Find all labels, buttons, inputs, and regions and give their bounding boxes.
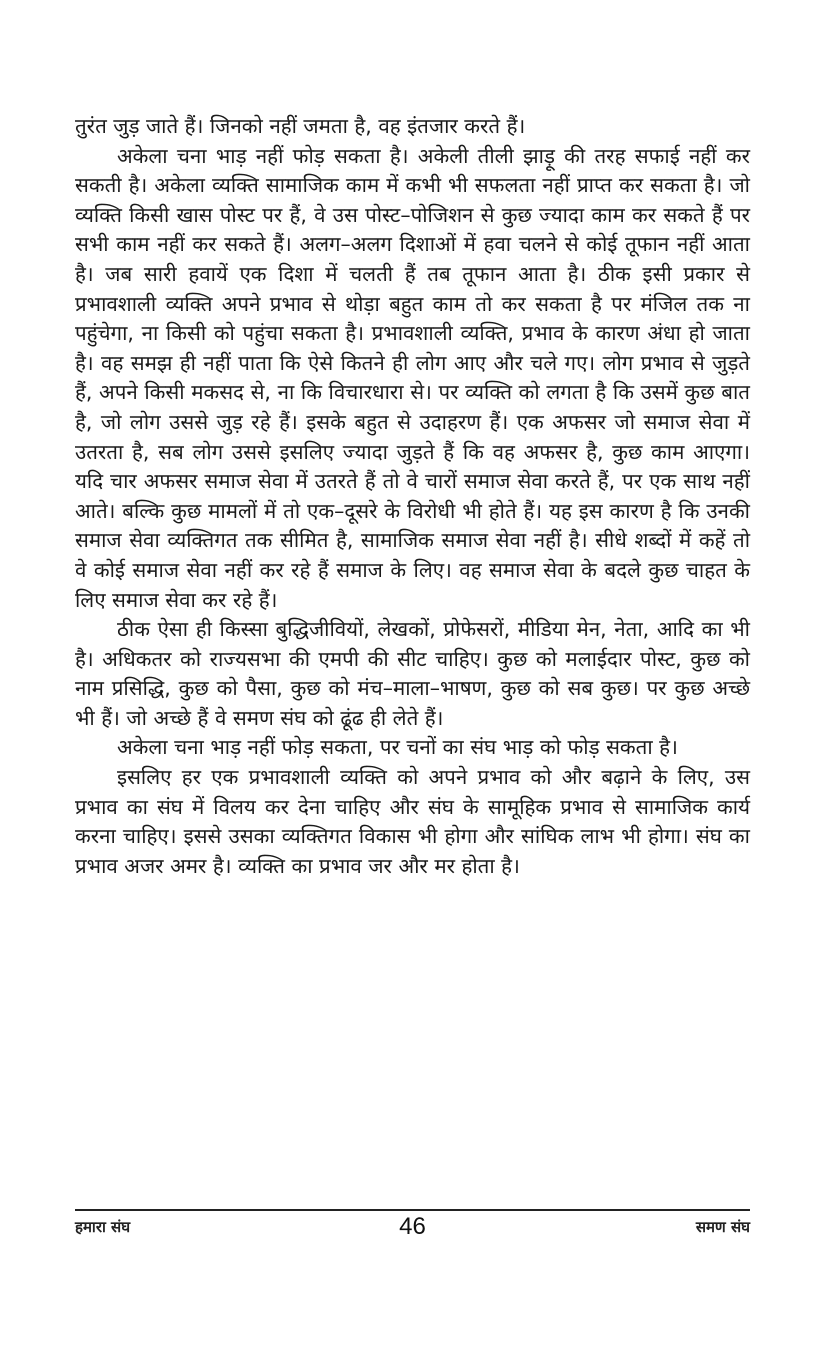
page-footer bbox=[75, 1209, 750, 1245]
footer-divider bbox=[75, 1209, 750, 1211]
footer-publisher: समण संघ bbox=[695, 1218, 750, 1236]
page-body bbox=[75, 112, 750, 881]
paragraph-intellectuals: ठीक ऐसा ही किस्सा बुद्धिजीवियों, लेखकों, प्रोफेसरों, मीडिया मेन, नेता, आदि का भी है। अधिकतर को राज्यसभा की एमपी की सीट चाहिए। कुछ को मलाईदार पोस्ट, कुछ को नाम प्रसिद्धि, कुछ को पैसा, कुछ को मंच–माला–भाषण, कुछ को सब कुछ। पर कुछ अच्छे भी हैं। जो अच्छे हैं वे समण संघ को ढूंढ ही लेते हैं। bbox=[75, 617, 750, 730]
paragraph-conclusion: इसलिए हर एक प्रभावशाली व्यक्ति को अपने प्रभाव को और बढ़ाने के लिए, उस प्रभाव का संघ में विलय कर देना चाहिए और संघ के सामूहिक प्रभाव से सामाजिक कार्य करना चाहिए। इससे उसका व्यक्तिगत विकास भी होगा और सांघिक लाभ भी होगा। संघ का प्रभाव अजर अमर है। व्यक्ति का प्रभाव जर और मर होता है। bbox=[75, 765, 750, 878]
paragraph-continuation: तुरंत जुड़ जाते हैं। जिनको नहीं जमता है, वह इंतजार करते हैं। bbox=[75, 114, 526, 138]
page-number: 46 bbox=[399, 1213, 426, 1240]
footer-row bbox=[75, 1215, 750, 1245]
paragraph-proverb: अकेला चना भाड़ नहीं फोड़ सकता, पर चनों का संघ भाड़ को फोड़ सकता है। bbox=[117, 735, 678, 760]
footer-book-title: हमारा संघ bbox=[75, 1218, 131, 1236]
paragraph-lone-chickpea: अकेला चना भाड़ नहीं फोड़ सकता है। अकेली तीली झाड़ू की तरह सफाई नहीं कर सकती है। अकेला व्यक्ति सामाजिक काम में कभी भी सफलता नहीं प्राप्त कर सकता है। जो व्यक्ति किसी खास पोस्ट पर हैं, वे उस पोस्ट–पोजिशन से कुछ ज्यादा काम कर सकते हैं पर सभी काम नहीं कर सकते हैं। अलग–अलग दिशाओं में हवा चलने से कोई तूफान नहीं आता है। जब सारी हवायें एक दिशा में चलती हैं तब तूफान आता है। ठीक इसी प्रकार से प्रभावशाली व्यक्ति अपने प्रभाव से थोड़ा बहुत काम तो कर सकता है पर मंजिल तक ना पहुंचेगा, ना किसी को पहुंचा सकता है। प्रभावशाली व्यक्ति, प्रभाव के कारण अंधा हो जाता है। वह समझ ही नहीं पाता कि ऐसे कितने ही लोग आए और चले गए। लोग प्रभाव से जुड़ते हैं, अपने किसी मकसद से, ना कि विचारधारा से। पर व्यक्ति को लगता है कि उसमें कुछ बात है, जो लोग उससे जुड़ रहे हैं। इसके बहुत से उदाहरण हैं। एक अफसर जो समाज सेवा में उतरता है, सब लोग उससे इसलिए ज्यादा जुड़ते हैं कि वह अफसर है, कुछ काम आएगा। यदि चार अफसर समाज सेवा में उतरते हैं तो वे चारों समाज सेवा करते हैं, पर एक साथ नहीं आते। बल्कि कुछ मामलों में तो एक–दूसरे के विरोधी भी होते हैं। यह इस कारण है कि उनकी समाज सेवा व्यक्तिगत तक सीमित है, सामाजिक समाज सेवा नहीं है। सीधे शब्दों में कहें तो वे कोई समाज सेवा नहीं कर रहे हैं समाज के लिए। वह समाज सेवा के बदले कुछ चाहत के लिए समाज सेवा कर रहे हैं। bbox=[75, 143, 750, 612]
